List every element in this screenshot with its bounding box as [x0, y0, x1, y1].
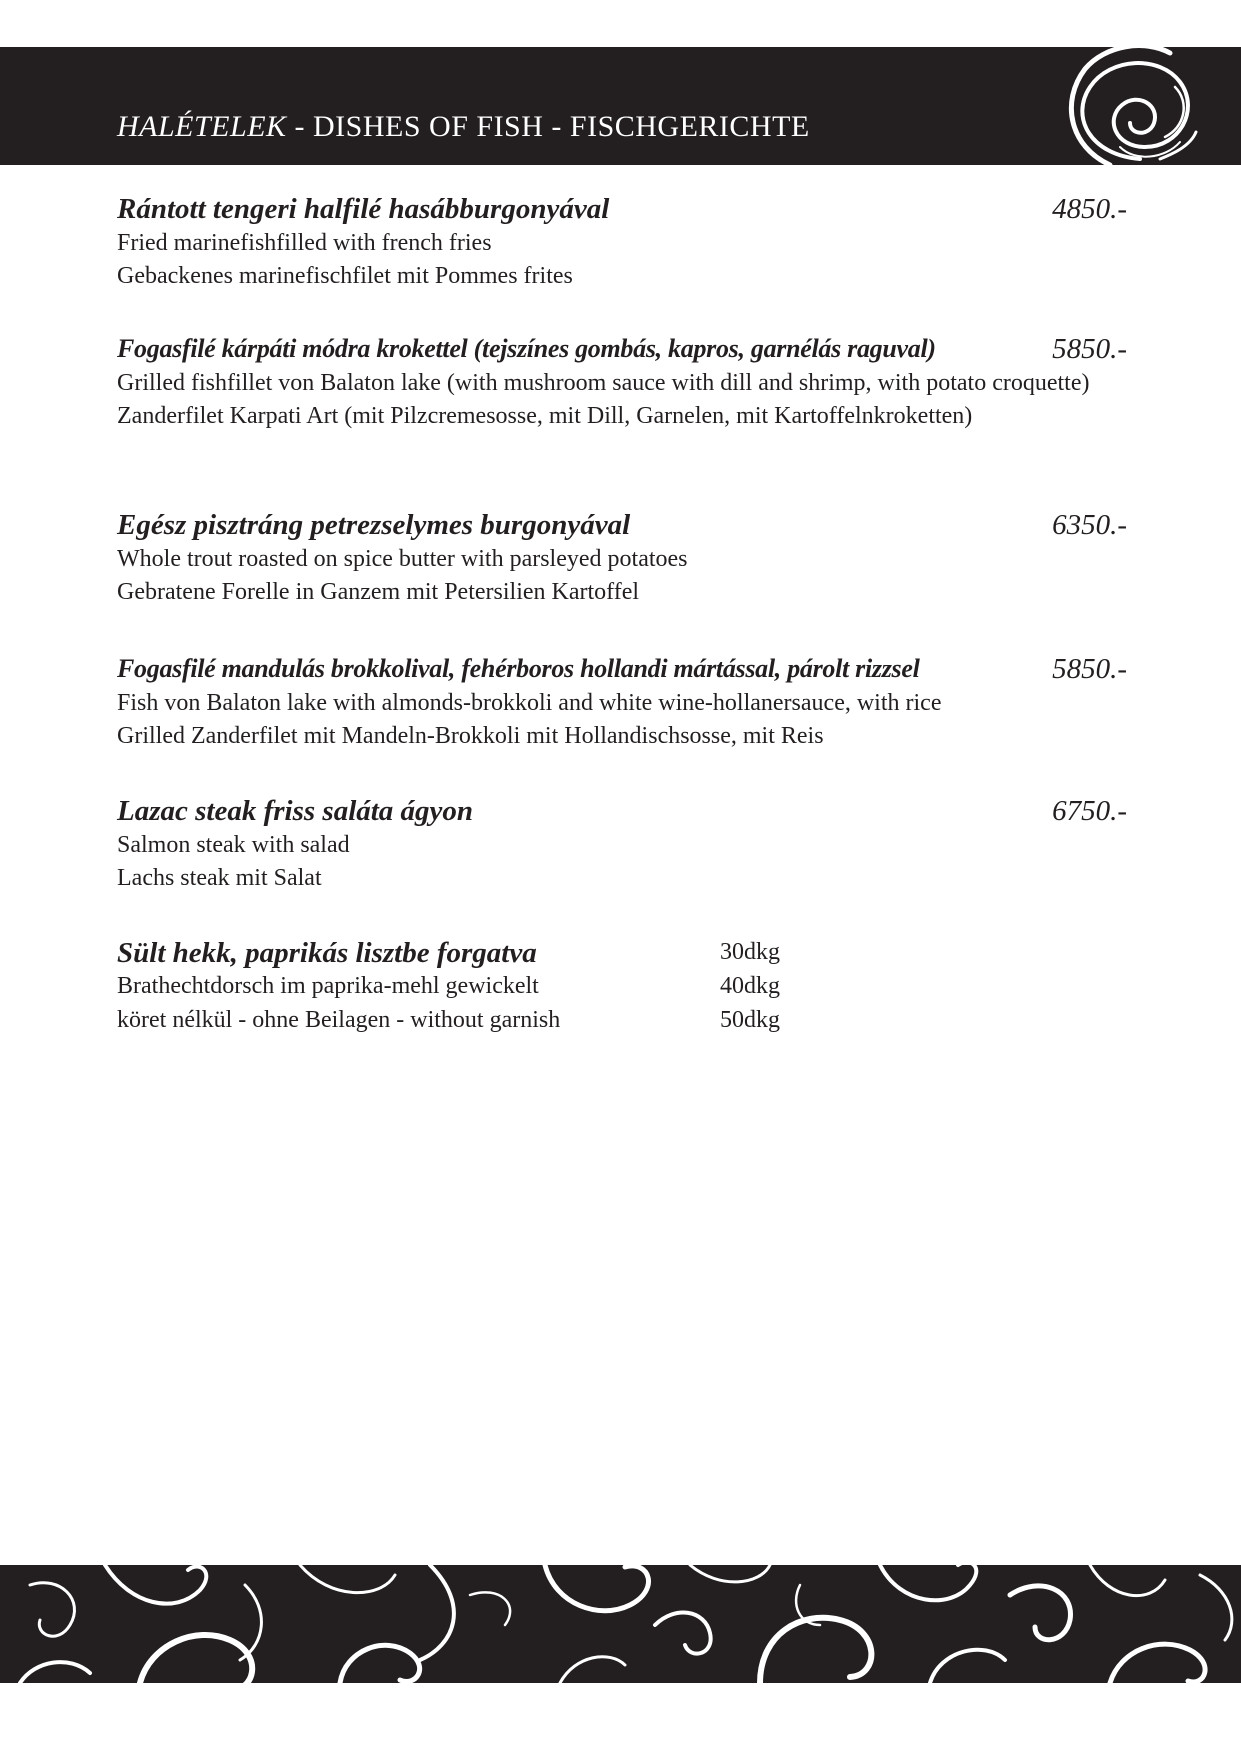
dish-name: Sült hekk, paprikás lisztbe forgatva: [117, 937, 537, 969]
dish-item: [117, 793, 1127, 895]
portion-weight: 40dkg: [720, 973, 780, 999]
dish-price: 6350.-: [1052, 509, 1127, 541]
dish-description: Fried marinefishfilled with french fries: [117, 230, 492, 256]
dish-name: Fogasfilé kárpáti módra krokettel (tejszínes gombás, kapros, garnélás raguval): [117, 334, 936, 363]
footer-band: [0, 1565, 1241, 1683]
dish-description: Lachs steak mit Salat: [117, 865, 322, 891]
dish-item: [117, 935, 1127, 1037]
dish-price: 5850.-: [1052, 653, 1127, 685]
dish-description: Grilled Zanderfilet mit Mandeln-Brokkoli mit Hollandischsosse, mit Reis: [117, 723, 824, 749]
dish-description: Fish von Balaton lake with almonds-brokkoli and white wine-hollanersauce, with rice: [117, 690, 942, 716]
dish-description: Zanderfilet Karpati Art (mit Pilzcremesosse, mit Dill, Garnelen, mit Kartoffelnkroketten): [117, 403, 973, 429]
page-title: [117, 110, 810, 144]
dish-description: Grilled fishfillet von Balaton lake (with mushroom sauce with dill and shrimp, with potato croquette): [117, 370, 1090, 396]
dish-description: köret nélkül - ohne Beilagen - without garnish: [117, 1007, 561, 1033]
dish-name: Fogasfilé mandulás brokkolival, fehérboros hollandi mártással, párolt rizzsel: [117, 654, 920, 683]
portion-weight: 50dkg: [720, 1007, 780, 1033]
dish-price: 5850.-: [1052, 333, 1127, 365]
dish-description: Gebratene Forelle in Ganzem mit Petersilien Kartoffel: [117, 579, 640, 605]
dish-name: Rántott tengeri halfilé hasábburgonyával: [117, 193, 610, 225]
dish-item: [117, 507, 1127, 609]
dish-description: Gebackenes marinefischfilet mit Pommes frites: [117, 263, 573, 289]
dish-description: Salmon steak with salad: [117, 832, 350, 858]
portion-weight: 30dkg: [720, 939, 780, 965]
dish-description: Brathechtdorsch im paprika-mehl gewickelt: [117, 973, 539, 999]
dish-item: [117, 331, 1127, 433]
dish-name: Lazac steak friss saláta ágyon: [117, 795, 474, 827]
swirl-border-icon: [0, 1565, 1241, 1683]
portion-weights: [720, 935, 780, 1037]
title-hungarian: HALÉTELEK: [117, 110, 287, 143]
title-translations: - DISHES OF FISH - FISCHGERICHTE: [286, 110, 810, 143]
dish-name: Egész pisztráng petrezselymes burgonyával: [117, 509, 631, 541]
dish-price: 6750.-: [1052, 795, 1127, 827]
dish-item: [117, 651, 1127, 753]
dish-item: [117, 191, 1127, 293]
dish-description: Whole trout roasted on spice butter with parsleyed potatoes: [117, 546, 688, 572]
dish-price: 4850.-: [1052, 193, 1127, 225]
swirl-ornament-icon: [1050, 47, 1200, 165]
